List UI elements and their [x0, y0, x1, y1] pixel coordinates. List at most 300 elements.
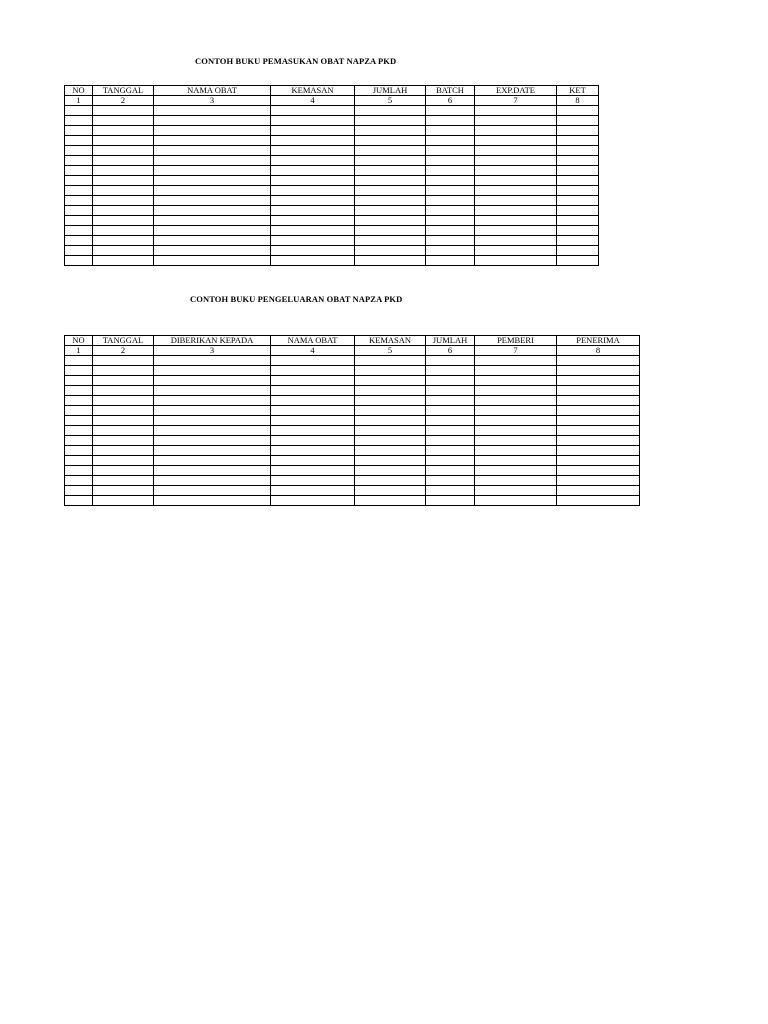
table-cell — [355, 456, 426, 466]
table-cell — [154, 216, 271, 226]
pemasukan-title: CONTOH BUKU PEMASUKAN OBAT NAPZA PKD — [195, 56, 397, 66]
table-cell — [93, 466, 154, 476]
table-cell — [426, 416, 475, 426]
table-cell — [154, 416, 271, 426]
table-cell — [426, 126, 475, 136]
table-cell — [154, 496, 271, 506]
table-cell — [271, 166, 355, 176]
table-cell — [271, 146, 355, 156]
table-row — [65, 166, 599, 176]
table-cell — [271, 376, 355, 386]
table-cell — [426, 206, 475, 216]
table-cell — [426, 486, 475, 496]
table-cell — [475, 496, 557, 506]
table-cell — [426, 436, 475, 446]
table-cell — [93, 446, 154, 456]
table-cell — [355, 176, 426, 186]
column-number: 3 — [154, 96, 271, 106]
column-header: JUMLAH — [355, 86, 426, 96]
table-cell — [475, 226, 557, 236]
table-cell — [93, 166, 154, 176]
table-cell — [557, 126, 599, 136]
table-cell — [475, 146, 557, 156]
column-header: NO — [65, 86, 93, 96]
table-cell — [557, 236, 599, 246]
table-row — [65, 196, 599, 206]
table-cell — [65, 156, 93, 166]
table-row — [65, 106, 599, 116]
table-cell — [355, 186, 426, 196]
table-cell — [355, 146, 426, 156]
table-cell — [93, 196, 154, 206]
table-cell — [355, 476, 426, 486]
table-cell — [271, 226, 355, 236]
table-row — [65, 206, 599, 216]
table-cell — [65, 116, 93, 126]
table-cell — [475, 356, 557, 366]
column-header: NAMA OBAT — [271, 336, 355, 346]
table-cell — [475, 396, 557, 406]
column-header: BATCH — [426, 86, 475, 96]
table-cell — [65, 106, 93, 116]
table-cell — [65, 436, 93, 446]
table-cell — [154, 356, 271, 366]
table-cell — [93, 376, 154, 386]
table-cell — [355, 486, 426, 496]
table-cell — [154, 196, 271, 206]
table-cell — [475, 176, 557, 186]
column-header: KEMASAN — [271, 86, 355, 96]
table-cell — [355, 166, 426, 176]
table-cell — [271, 356, 355, 366]
table-cell — [271, 436, 355, 446]
table-row — [65, 396, 640, 406]
table-cell — [154, 236, 271, 246]
table-cell — [557, 136, 599, 146]
column-header: JUMLAH — [426, 336, 475, 346]
table-cell — [355, 426, 426, 436]
table-cell — [154, 426, 271, 436]
table-cell — [557, 226, 599, 236]
table-cell — [154, 256, 271, 266]
table-cell — [93, 436, 154, 446]
column-header: DIBERIKAN KEPADA — [154, 336, 271, 346]
table-cell — [557, 446, 640, 456]
table-row — [65, 156, 599, 166]
table-cell — [475, 166, 557, 176]
column-header: PENERIMA — [557, 336, 640, 346]
table-cell — [475, 476, 557, 486]
table-row — [65, 226, 599, 236]
pemasukan-table — [64, 85, 599, 266]
table-row — [65, 126, 599, 136]
table-cell — [93, 496, 154, 506]
table-cell — [93, 456, 154, 466]
table-cell — [355, 396, 426, 406]
column-number: 4 — [271, 346, 355, 356]
table-cell — [475, 116, 557, 126]
table-cell — [271, 256, 355, 266]
column-number: 2 — [93, 346, 154, 356]
table-cell — [355, 366, 426, 376]
table-row — [65, 366, 640, 376]
table-cell — [154, 246, 271, 256]
column-header: PEMBERI — [475, 336, 557, 346]
table-cell — [93, 366, 154, 376]
table-cell — [557, 156, 599, 166]
table-row — [65, 236, 599, 246]
table-cell — [355, 356, 426, 366]
table-cell — [557, 366, 640, 376]
table-cell — [65, 206, 93, 216]
table-cell — [271, 236, 355, 246]
column-number: 5 — [355, 346, 426, 356]
table-row — [65, 496, 640, 506]
table-cell — [65, 226, 93, 236]
table-cell — [93, 426, 154, 436]
table-cell — [154, 366, 271, 376]
table-cell — [93, 106, 154, 116]
table-cell — [557, 176, 599, 186]
table-cell — [475, 216, 557, 226]
table-row — [65, 376, 640, 386]
header-row — [65, 86, 599, 96]
table-cell — [475, 136, 557, 146]
table-cell — [355, 416, 426, 426]
table-cell — [355, 236, 426, 246]
table-cell — [426, 446, 475, 456]
column-number: 8 — [557, 346, 640, 356]
table-cell — [271, 396, 355, 406]
table-cell — [65, 126, 93, 136]
table-row — [65, 116, 599, 126]
table-cell — [271, 446, 355, 456]
table-row — [65, 356, 640, 366]
table-cell — [65, 216, 93, 226]
table-cell — [154, 386, 271, 396]
table-cell — [271, 186, 355, 196]
table-cell — [426, 176, 475, 186]
column-number-row — [65, 96, 599, 106]
table-cell — [355, 126, 426, 136]
table-cell — [93, 206, 154, 216]
column-number: 7 — [475, 346, 557, 356]
table-cell — [154, 116, 271, 126]
table-cell — [557, 356, 640, 366]
table-cell — [355, 216, 426, 226]
table-cell — [355, 226, 426, 236]
table-cell — [65, 166, 93, 176]
table-cell — [93, 486, 154, 496]
table-cell — [154, 406, 271, 416]
table-cell — [475, 386, 557, 396]
table-cell — [355, 376, 426, 386]
table-row — [65, 216, 599, 226]
table-cell — [557, 376, 640, 386]
table-row — [65, 136, 599, 146]
table-cell — [355, 116, 426, 126]
table-row — [65, 476, 640, 486]
table-cell — [65, 176, 93, 186]
table-cell — [426, 216, 475, 226]
table-cell — [93, 216, 154, 226]
table-cell — [355, 246, 426, 256]
table-cell — [154, 436, 271, 446]
table-cell — [557, 256, 599, 266]
table-cell — [154, 146, 271, 156]
table-cell — [475, 416, 557, 426]
table-cell — [355, 436, 426, 446]
table-cell — [426, 136, 475, 146]
table-cell — [426, 166, 475, 176]
table-cell — [355, 106, 426, 116]
table-cell — [475, 436, 557, 446]
table-cell — [93, 256, 154, 266]
table-cell — [355, 206, 426, 216]
table-cell — [426, 426, 475, 436]
table-cell — [65, 356, 93, 366]
table-cell — [475, 486, 557, 496]
table-cell — [93, 116, 154, 126]
table-cell — [355, 406, 426, 416]
table-cell — [271, 386, 355, 396]
table-row — [65, 456, 640, 466]
table-cell — [475, 366, 557, 376]
table-cell — [475, 406, 557, 416]
table-cell — [426, 356, 475, 366]
table-cell — [65, 406, 93, 416]
pengeluaran-table — [64, 335, 640, 506]
column-number: 8 — [557, 96, 599, 106]
table-cell — [271, 416, 355, 426]
table-cell — [426, 366, 475, 376]
column-header: EXP.DATE — [475, 86, 557, 96]
table-cell — [426, 466, 475, 476]
table-cell — [426, 396, 475, 406]
table-row — [65, 246, 599, 256]
table-row — [65, 146, 599, 156]
column-header: NO — [65, 336, 93, 346]
table-cell — [93, 246, 154, 256]
table-cell — [154, 106, 271, 116]
table-cell — [557, 206, 599, 216]
table-cell — [65, 146, 93, 156]
table-cell — [426, 406, 475, 416]
table-cell — [65, 236, 93, 246]
table-cell — [557, 476, 640, 486]
table-cell — [65, 496, 93, 506]
table-cell — [355, 156, 426, 166]
table-row — [65, 176, 599, 186]
table-cell — [154, 136, 271, 146]
table-cell — [475, 256, 557, 266]
table-cell — [355, 496, 426, 506]
column-header: NAMA OBAT — [154, 86, 271, 96]
table-cell — [154, 156, 271, 166]
column-header: TANGGAL — [93, 86, 154, 96]
table-cell — [271, 136, 355, 146]
table-cell — [355, 136, 426, 146]
table-cell — [271, 206, 355, 216]
table-cell — [154, 166, 271, 176]
table-cell — [475, 206, 557, 216]
table-cell — [271, 466, 355, 476]
table-cell — [426, 116, 475, 126]
table-cell — [93, 186, 154, 196]
column-header: KET — [557, 86, 599, 96]
table-cell — [557, 386, 640, 396]
table-cell — [426, 376, 475, 386]
table-cell — [475, 196, 557, 206]
table-cell — [65, 366, 93, 376]
table-cell — [65, 476, 93, 486]
table-cell — [557, 106, 599, 116]
table-cell — [93, 236, 154, 246]
table-row — [65, 446, 640, 456]
table-cell — [426, 226, 475, 236]
table-cell — [426, 246, 475, 256]
table-cell — [65, 386, 93, 396]
table-cell — [426, 386, 475, 396]
table-cell — [93, 396, 154, 406]
table-cell — [557, 486, 640, 496]
table-cell — [355, 466, 426, 476]
table-cell — [426, 146, 475, 156]
column-header: TANGGAL — [93, 336, 154, 346]
table-row — [65, 186, 599, 196]
table-cell — [154, 466, 271, 476]
column-number-row — [65, 346, 640, 356]
header-row — [65, 336, 640, 346]
table-cell — [557, 216, 599, 226]
table-cell — [475, 446, 557, 456]
table-cell — [475, 126, 557, 136]
table-cell — [93, 416, 154, 426]
table-cell — [93, 176, 154, 186]
table-cell — [557, 186, 599, 196]
table-cell — [557, 456, 640, 466]
table-cell — [426, 106, 475, 116]
table-row — [65, 426, 640, 436]
table-cell — [475, 376, 557, 386]
table-cell — [154, 396, 271, 406]
column-number: 6 — [426, 346, 475, 356]
table-row — [65, 486, 640, 496]
table-cell — [557, 246, 599, 256]
table-cell — [65, 376, 93, 386]
table-cell — [271, 426, 355, 436]
table-cell — [65, 256, 93, 266]
table-cell — [154, 446, 271, 456]
table-cell — [154, 486, 271, 496]
table-cell — [426, 236, 475, 246]
table-row — [65, 466, 640, 476]
table-cell — [426, 196, 475, 206]
table-cell — [93, 226, 154, 236]
column-number: 2 — [93, 96, 154, 106]
table-row — [65, 416, 640, 426]
table-cell — [475, 186, 557, 196]
table-cell — [271, 366, 355, 376]
table-cell — [557, 406, 640, 416]
table-cell — [65, 446, 93, 456]
table-cell — [426, 456, 475, 466]
table-cell — [426, 496, 475, 506]
table-cell — [93, 476, 154, 486]
table-row — [65, 436, 640, 446]
column-number: 5 — [355, 96, 426, 106]
table-cell — [426, 186, 475, 196]
table-cell — [475, 236, 557, 246]
table-cell — [65, 456, 93, 466]
table-cell — [271, 196, 355, 206]
table-cell — [355, 446, 426, 456]
table-cell — [355, 386, 426, 396]
table-cell — [426, 156, 475, 166]
table-cell — [65, 186, 93, 196]
table-cell — [65, 486, 93, 496]
table-cell — [154, 476, 271, 486]
table-cell — [65, 426, 93, 436]
table-cell — [557, 426, 640, 436]
table-cell — [557, 436, 640, 446]
table-cell — [271, 496, 355, 506]
table-cell — [271, 476, 355, 486]
table-cell — [154, 176, 271, 186]
table-cell — [426, 476, 475, 486]
column-number: 3 — [154, 346, 271, 356]
table-cell — [557, 496, 640, 506]
table-cell — [154, 126, 271, 136]
table-cell — [271, 116, 355, 126]
table-cell — [355, 196, 426, 206]
table-cell — [93, 356, 154, 366]
table-cell — [154, 226, 271, 236]
table-cell — [93, 126, 154, 136]
table-cell — [65, 136, 93, 146]
pengeluaran-title: CONTOH BUKU PENGELUARAN OBAT NAPZA PKD — [190, 294, 403, 304]
column-number: 1 — [65, 96, 93, 106]
column-number: 6 — [426, 96, 475, 106]
table-cell — [271, 106, 355, 116]
table-cell — [93, 146, 154, 156]
table-cell — [557, 116, 599, 126]
table-cell — [154, 456, 271, 466]
table-cell — [93, 136, 154, 146]
table-cell — [93, 156, 154, 166]
table-cell — [65, 416, 93, 426]
table-cell — [271, 486, 355, 496]
table-row — [65, 256, 599, 266]
table-cell — [426, 256, 475, 266]
table-cell — [475, 456, 557, 466]
table-cell — [154, 376, 271, 386]
table-cell — [93, 386, 154, 396]
table-cell — [475, 466, 557, 476]
table-cell — [475, 426, 557, 436]
table-cell — [65, 246, 93, 256]
table-row — [65, 386, 640, 396]
table-cell — [65, 196, 93, 206]
table-cell — [557, 146, 599, 156]
column-number: 7 — [475, 96, 557, 106]
table-cell — [65, 396, 93, 406]
table-cell — [475, 246, 557, 256]
table-cell — [475, 106, 557, 116]
table-cell — [557, 466, 640, 476]
table-cell — [271, 126, 355, 136]
table-cell — [271, 456, 355, 466]
